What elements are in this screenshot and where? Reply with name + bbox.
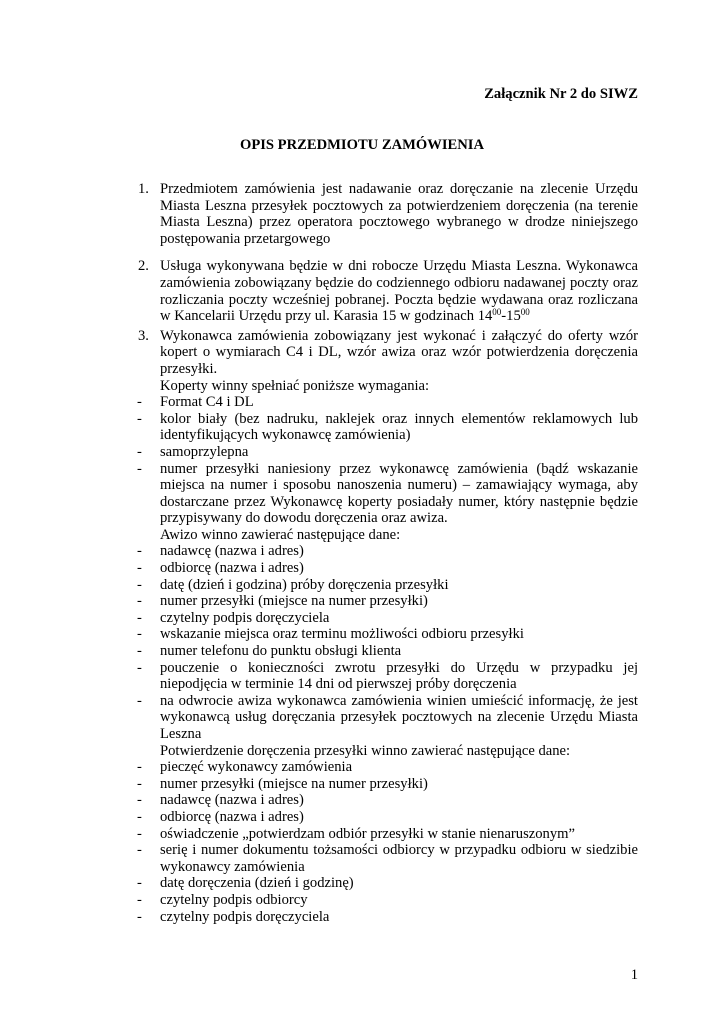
list-item: - datę doręczenia (dzień i godzinę): [137, 875, 354, 892]
list-item: - kolor biały (bez nadruku, naklejek oraz innych elementów reklamowych lub identyfikujących wykonawcę zamówienia): [137, 410, 638, 444]
envelopes-intro: Koperty winny spełniać poniższe wymagania:: [160, 377, 430, 394]
item-text: Usługa wykonywana będzie w dni robocze Urzędu Miasta Leszna. Wykonawca zamówienia zobowiązany będzie do codziennego odbioru nadawanej poczty oraz rozliczania poczty wcześniej pobranej. Poczta będzie wydawana oraz rozliczana w Kancelarii Urzędu przy ul. Karasia 15 w godzinach 14: [160, 258, 638, 325]
confirmation-intro: Potwierdzenie doręczenia przesyłki winno zawierać następujące dane:: [160, 742, 571, 759]
list-item-3: [138, 328, 638, 925]
list-item: - pouczenie o konieczności zwrotu przesyłki do Urzędu w przypadku jej niepodjęcia w terminie 14 dni od pierwszej próby doręczenia: [137, 659, 638, 693]
document-title: OPIS PRZEDMIOTU ZAMÓWIENIA: [239, 137, 485, 153]
item-number: 1.: [138, 181, 149, 197]
list-item: - numer przesyłki (miejsce na numer przesyłki): [137, 593, 428, 610]
attachment-label: Załącznik Nr 2 do SIWZ: [484, 86, 638, 102]
list-item: - na odwrocie awiza wykonawca zamówienia winien umieścić informację, że jest wykonawcą usług doręczania przesyłek pocztowych na zlecenie Urzędu Miasta Leszna: [137, 692, 638, 742]
time-range-separator: -15: [501, 308, 521, 325]
list-item: - oświadczenie „potwierdzam odbiór przesyłki w stanie nienaruszonym”: [137, 825, 575, 842]
time-superscript: 00: [520, 307, 530, 318]
confirmation-requirements-list: [137, 759, 638, 925]
notice-intro: Awizo winno zawierać następujące dane:: [160, 526, 401, 543]
list-item-1: [138, 181, 638, 247]
item-number: 2.: [138, 258, 149, 275]
document-body: [138, 181, 638, 925]
item-text: Przedmiotem zamówienia jest nadawanie oraz doręczanie na zlecenie Urzędu Miasta Leszna przesyłek pocztowych za potwierdzeniem doręczenia (na terenie Miasta Leszna) przez operatora pocztowego wybranego w drodze niniejszego postępowania przetargowego: [160, 181, 638, 247]
list-item-2: [138, 258, 638, 324]
list-item: - pieczęć wykonawcy zamówienia: [137, 759, 353, 776]
list-item: - numer przesyłki naniesiony przez wykonawcę zamówienia (bądź wskazanie miejsca na numer i sposobu nanoszenia numeru) – zamawiający wymaga, aby dostarczane przez Wykonawcę koperty posiadały numer, który następnie będzie przypisywany do dowodu doręczenia oraz awiza.: [137, 460, 638, 527]
list-item: - numer przesyłki (miejsce na numer przesyłki): [137, 775, 428, 792]
list-item: - datę (dzień i godzina) próby doręczenia przesyłki: [137, 576, 449, 593]
page-number: 1: [630, 967, 638, 983]
list-item: - czytelny podpis odbiorcy: [137, 891, 308, 908]
list-item: - samoprzylepna: [137, 443, 249, 460]
list-item: - czytelny podpis doręczyciela: [137, 908, 330, 925]
notice-requirements-list: [137, 543, 638, 742]
list-item: - czytelny podpis doręczyciela: [137, 609, 330, 626]
envelope-requirements-list: [137, 394, 638, 527]
list-item: - serię i numer dokumentu tożsamości odbiorcy w przypadku odbioru w siedzibie wykonawcy zamówienia: [137, 842, 638, 875]
list-item: - odbiorcę (nazwa i adres): [137, 808, 304, 825]
list-item: - wskazanie miejsca oraz terminu możliwości odbioru przesyłki: [137, 626, 524, 643]
time-superscript: 00: [492, 307, 502, 318]
list-item: - nadawcę (nazwa i adres): [137, 543, 304, 560]
list-item: - odbiorcę (nazwa i adres): [137, 560, 304, 577]
list-item: - nadawcę (nazwa i adres): [137, 792, 304, 809]
list-item: - numer telefonu do punktu obsługi klienta: [137, 643, 402, 660]
item-text: Wykonawca zamówienia zobowiązany jest wykonać i załączyć do oferty wzór kopert o wymiarach C4 i DL, wzór awiza oraz wzór potwierdzenia doręczenia przesyłki.: [160, 327, 638, 377]
item-number: 3.: [138, 327, 149, 344]
list-item: - Format C4 i DL: [137, 394, 254, 411]
